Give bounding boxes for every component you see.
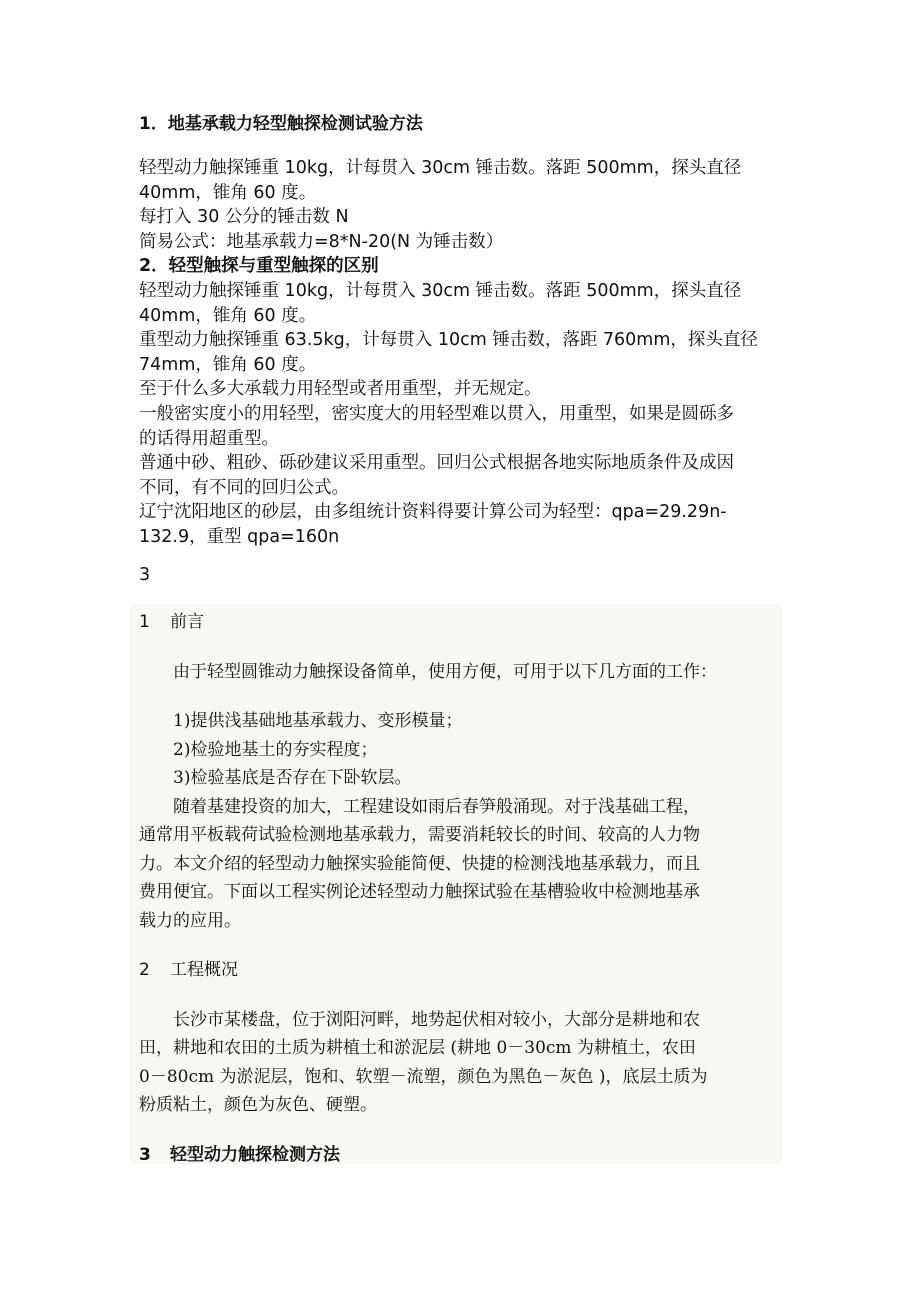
section-1-heading: 1．地基承载力轻型触探检测试验方法 [139,114,423,134]
heading-number: 2 [139,960,150,980]
text-line: 轻型动力触探锤重 10kg，计每贯入 30cm 锤击数。落距 500mm，探头直径 [139,280,742,301]
text-line: 普通中砂、粗砂、砾砂建议采用重型。回归公式根据各地实际地质条件及成因 [139,453,734,474]
heading-number: 3 [139,1144,151,1165]
text-line: 每打入 30 公分的锤击数 N [139,207,349,228]
list-item: 3)检验基底是否存在下卧软层。 [173,768,412,788]
text-line: 辽宁沈阳地区的砂层，由多组统计资料得要计算公司为轻型：qpa=29.29n- [139,502,727,523]
text-line: 的话得用超重型。 [139,428,279,449]
section-2-heading: 2．轻型触探与重型触探的区别 [139,256,379,277]
para-line: 0－80cm 为淤泥层，饱和、软塑－流塑，颜色为黑色－灰色 )，底层土质为 [139,1066,708,1087]
text-line: 40mm，锥角 60 度。 [139,182,317,203]
para-line: 田，耕地和农田的土质为耕植土和淤泥层 (耕地 0－30cm 为耕植土，农田 [139,1038,696,1058]
text-line: 一般密实度小的用轻型，密实度大的用轻型难以贯入，用重型，如果是圆砾多 [139,403,734,424]
text-line: 简易公式：地基承载力=8*N-20(N 为锤击数） [139,231,504,252]
section-1-body [139,156,779,550]
para-line: 费用便宜。下面以工程实例论述轻型动力触探试验在基槽验收中检测地基承 [139,882,700,902]
heading-title: 工程概况 [170,960,238,980]
text-line: 重型动力触探锤重 63.5kg，计每贯入 10cm 锤击数，落距 760mm，探头直径 [139,330,758,351]
heading-number: 1 [139,612,150,632]
text-line: 至于什么多大承载力用轻型或者用重型，并无规定。 [139,379,542,400]
para-line: 粉质粘土，颜色为灰色、硬塑。 [139,1095,377,1115]
para-line: 长沙市某楼盘，位于浏阳河畔，地势起伏相对较小，大部分是耕地和农 [173,1009,700,1030]
quoted-document [139,604,799,1169]
para-line: 随着基建投资的加大，工程建设如雨后春笋般涌现。对于浅基础工程， [173,796,700,817]
para-line: 力。本文介绍的轻型动力触探实验能简便、快捷的检测浅地基承载力，而且 [139,853,700,874]
intro-paragraph: 由于轻型圆锥动力触探设备简单，使用方便，可用于以下几方面的工作： [173,661,717,682]
list-item: 2)检验地基土的夯实程度； [173,739,378,760]
doc-heading-1 [139,608,799,637]
text-line: 132.9，重型 qpa=160n [139,526,340,547]
doc-heading-2 [139,956,799,985]
text-line: 74mm，锥角 60 度。 [139,354,317,375]
heading-title: 前言 [170,612,204,632]
text-line: 不同，有不同的回归公式。 [139,477,349,498]
text-line: 轻型动力触探锤重 10kg，计每贯入 30cm 锤击数。落距 500mm，探头直径 [139,158,742,178]
heading-title: 轻型动力触探检测方法 [170,1144,340,1165]
para-line: 通常用平板载荷试验检测地基承载力，需要消耗较长的时间、较高的人力物 [139,825,700,845]
doc-heading-3 [139,1141,799,1170]
text-line: 40mm，锥角 60 度。 [139,305,317,326]
para-line: 载力的应用。 [139,910,241,931]
page-marker: 3 [139,565,151,585]
list-item: 1)提供浅基础地基承载力、变形模量； [173,711,463,731]
